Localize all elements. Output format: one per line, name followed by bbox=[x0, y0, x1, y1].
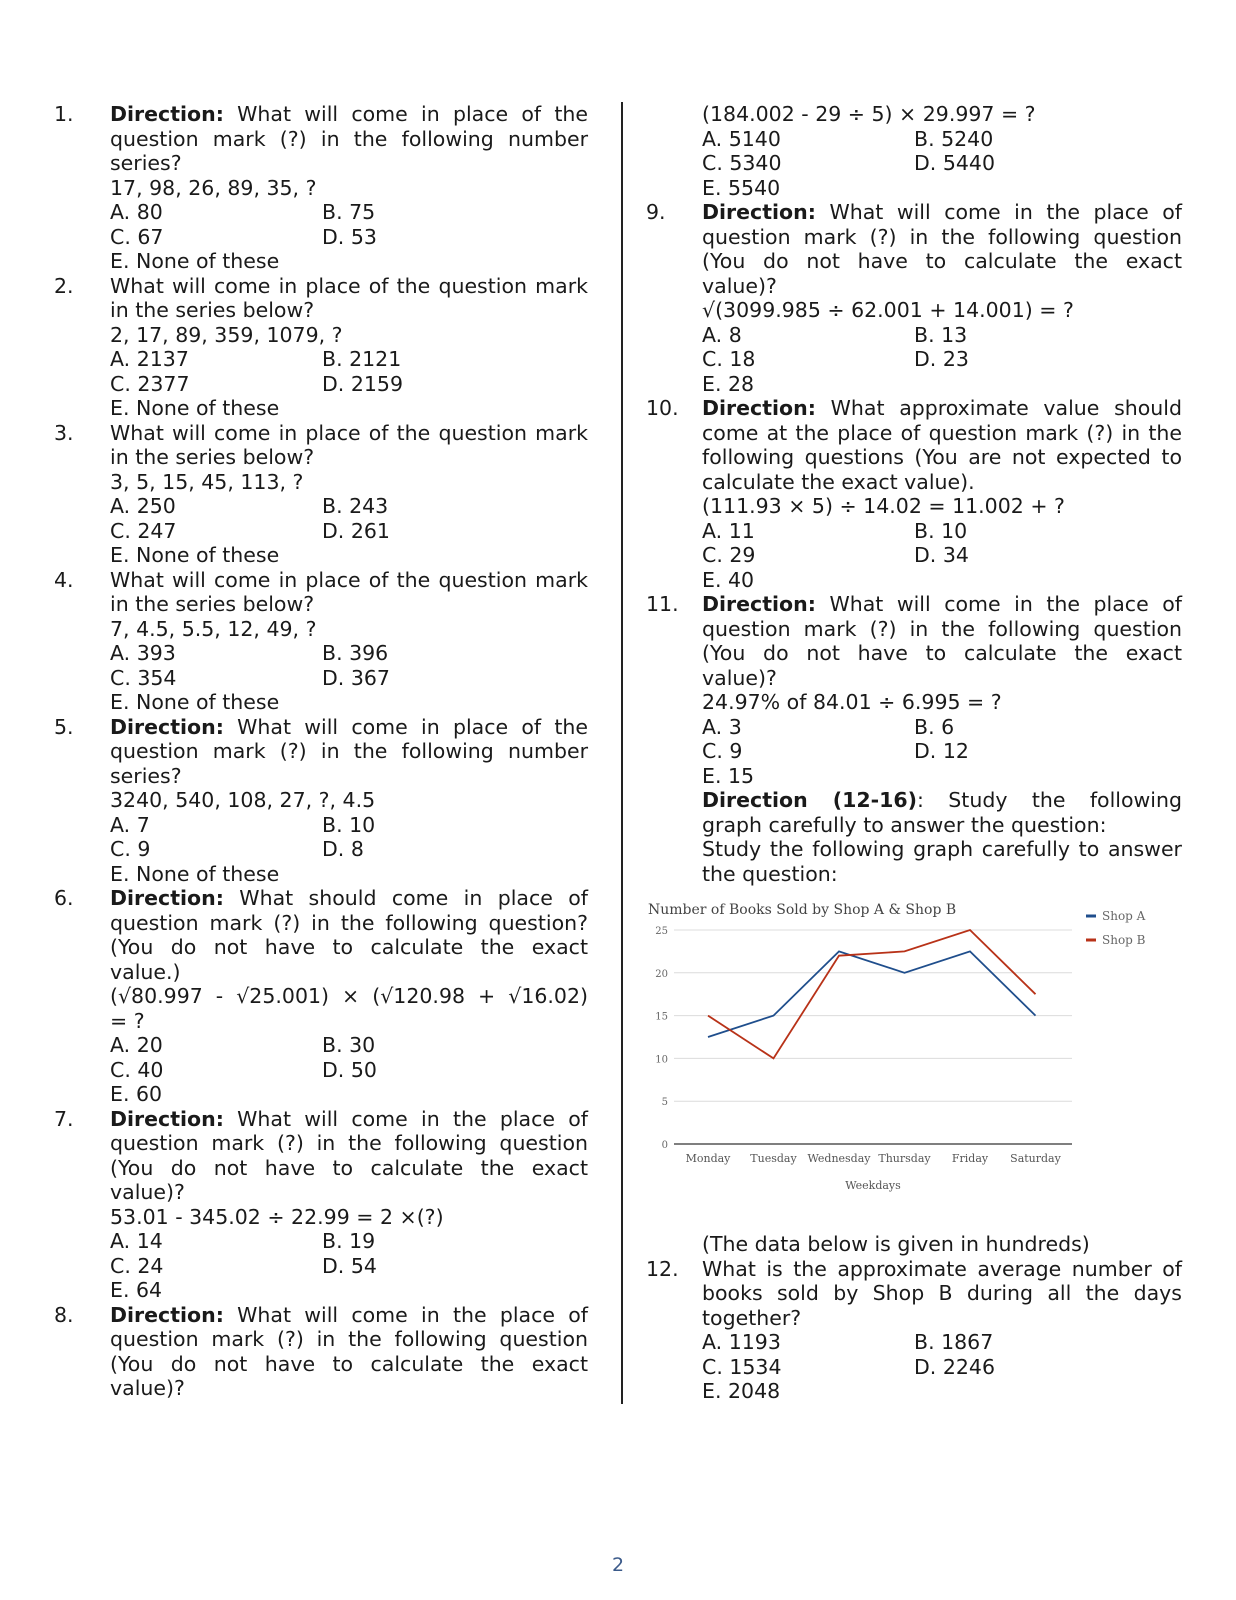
question-line bbox=[110, 1156, 588, 1181]
answer-option: E. None of these bbox=[110, 690, 280, 714]
line-text: 3240, 540, 108, 27, ?, 4.5 bbox=[110, 788, 376, 812]
answer-option: B. 19 bbox=[322, 1229, 376, 1253]
line-text: in the series below? bbox=[110, 445, 315, 469]
answer-option: A. 80 bbox=[110, 200, 163, 224]
question-line bbox=[702, 788, 1182, 813]
question-number: 7. bbox=[54, 1106, 74, 1131]
option-row bbox=[702, 127, 1182, 152]
line-text: the question: bbox=[702, 861, 838, 886]
answer-option: D. 12 bbox=[914, 739, 969, 763]
line-text: What will come in place of the question mark bbox=[110, 567, 588, 592]
answer-option: D. 5440 bbox=[914, 151, 995, 175]
answer-option: B. 1867 bbox=[914, 1330, 994, 1354]
chart-title: Number of Books Sold by Shop A & Shop B bbox=[648, 902, 957, 918]
question-number: 12. bbox=[646, 1256, 679, 1281]
option-row bbox=[110, 494, 588, 519]
option-row bbox=[702, 519, 1182, 544]
answer-option: C. 9 bbox=[702, 739, 743, 763]
question-block bbox=[642, 592, 1182, 788]
answer-option: A. 8 bbox=[702, 322, 742, 347]
line-text: 17, 98, 26, 89, 35, ? bbox=[110, 175, 317, 200]
question-block bbox=[50, 715, 588, 887]
answer-option: B. 396 bbox=[322, 641, 389, 665]
answer-option: B. 5240 bbox=[914, 126, 994, 151]
answer-option: E. 15 bbox=[702, 763, 755, 788]
line-text: in the series below? bbox=[110, 592, 315, 616]
question-line bbox=[110, 1009, 588, 1034]
question-block bbox=[642, 102, 1182, 200]
legend-label: Shop A bbox=[1102, 909, 1146, 923]
line-text: What will come in the place of bbox=[815, 592, 1182, 616]
question-line bbox=[110, 1352, 588, 1377]
line-text: What will come in the place of bbox=[223, 1106, 588, 1131]
answer-option: C. 9 bbox=[110, 837, 151, 861]
question-block bbox=[50, 421, 588, 568]
line-text: in the series below? bbox=[110, 298, 315, 322]
option-row bbox=[702, 739, 1182, 764]
question-line bbox=[110, 102, 588, 127]
line-text: 53.01 - 345.02 ÷ 22.99 = 2 ×(?) bbox=[110, 1204, 444, 1229]
answer-option: B. 13 bbox=[914, 322, 968, 347]
direction-label: Direction: bbox=[702, 396, 816, 420]
option-row bbox=[702, 323, 1182, 348]
question-block bbox=[642, 396, 1182, 592]
direction-label: Direction: bbox=[702, 200, 816, 224]
answer-option: D. 261 bbox=[322, 518, 390, 543]
question-line bbox=[702, 813, 1182, 838]
answer-option: D. 2159 bbox=[322, 371, 403, 396]
x-tick-label: Friday bbox=[951, 1152, 989, 1165]
line-text: : Study the following bbox=[917, 788, 1182, 812]
option-row bbox=[702, 347, 1182, 372]
y-tick-label: 20 bbox=[655, 968, 668, 980]
question-line bbox=[110, 151, 588, 176]
answer-option: C. 67 bbox=[110, 224, 164, 249]
question-number: 8. bbox=[54, 1302, 74, 1327]
option-row bbox=[110, 690, 588, 715]
option-row bbox=[702, 176, 1182, 201]
line-text: What should come in place of bbox=[223, 886, 588, 910]
answer-option: B. 2121 bbox=[322, 347, 402, 371]
question-number: 2. bbox=[54, 273, 74, 298]
answer-option: C. 354 bbox=[110, 665, 177, 690]
question-line bbox=[110, 1180, 588, 1205]
option-row bbox=[702, 764, 1182, 789]
option-row bbox=[110, 249, 588, 274]
x-tick-label: Thursday bbox=[878, 1152, 931, 1165]
question-line bbox=[110, 617, 588, 642]
answer-option: D. 54 bbox=[322, 1253, 377, 1278]
answer-option: E. 2048 bbox=[702, 1379, 781, 1403]
question-line bbox=[110, 592, 588, 617]
question-line bbox=[110, 886, 588, 911]
y-tick-label: 15 bbox=[655, 1011, 668, 1023]
option-row bbox=[702, 1355, 1182, 1380]
line-text: What will come in place of the bbox=[223, 714, 588, 739]
option-row bbox=[110, 372, 588, 397]
question-line bbox=[702, 837, 1182, 862]
answer-option: B. 10 bbox=[322, 812, 376, 837]
line-text: question mark (?) in the following question bbox=[702, 616, 1182, 641]
line-text: come at the place of question mark (?) in the bbox=[702, 420, 1182, 445]
option-row bbox=[110, 1033, 588, 1058]
question-number: 4. bbox=[54, 567, 74, 592]
direction-label: Direction: bbox=[110, 886, 224, 910]
y-tick-label: 5 bbox=[661, 1097, 668, 1109]
question-line bbox=[110, 1205, 588, 1230]
line-text: calculate the exact value). bbox=[702, 469, 975, 494]
series-line-shop-a bbox=[708, 951, 1036, 1037]
question-number: 5. bbox=[54, 714, 74, 739]
x-tick-label: Wednesday bbox=[807, 1152, 871, 1165]
answer-option: D. 23 bbox=[914, 347, 969, 371]
question-line bbox=[702, 617, 1182, 642]
direction-label: Direction: bbox=[110, 1106, 224, 1131]
line-text: What will come in place of the question mark bbox=[110, 273, 588, 298]
question-block bbox=[642, 788, 1182, 886]
option-row bbox=[110, 1058, 588, 1083]
line-text: together? bbox=[702, 1305, 802, 1330]
option-row bbox=[110, 1254, 588, 1279]
line-text: value)? bbox=[702, 665, 777, 690]
left-column bbox=[50, 102, 588, 1401]
question-line bbox=[110, 176, 588, 201]
answer-option: B. 75 bbox=[322, 200, 376, 224]
question-line bbox=[110, 911, 588, 936]
question-line bbox=[702, 1281, 1182, 1306]
answer-option: A. 393 bbox=[110, 641, 176, 665]
right-column bbox=[642, 102, 1182, 1404]
option-row bbox=[110, 225, 588, 250]
line-text: question mark (?) in the following number bbox=[110, 739, 588, 763]
answer-option: E. None of these bbox=[110, 249, 280, 273]
answer-option: A. 1193 bbox=[702, 1330, 781, 1354]
x-tick-label: Saturday bbox=[1010, 1152, 1061, 1165]
series-line-shop-b bbox=[708, 930, 1036, 1058]
line-text: books sold by Shop B during all the days bbox=[702, 1281, 1182, 1305]
option-row bbox=[702, 568, 1182, 593]
answer-option: E. 40 bbox=[702, 567, 755, 592]
answer-option: E. None of these bbox=[110, 396, 280, 420]
line-text: question mark (?) in the following question bbox=[110, 1131, 588, 1155]
question-line bbox=[702, 200, 1182, 225]
line-text: Study the following graph carefully to answer bbox=[702, 837, 1182, 861]
direction-label: Direction: bbox=[702, 592, 816, 616]
direction-label: Direction: bbox=[110, 1302, 224, 1327]
line-text: following questions (You are not expected to bbox=[702, 445, 1182, 469]
question-block bbox=[50, 274, 588, 421]
option-row bbox=[702, 372, 1182, 397]
line-text: (111.93 × 5) ÷ 14.02 = 11.002 + ? bbox=[702, 494, 1065, 518]
question-block bbox=[50, 886, 588, 1107]
line-text: (You do not have to calculate the exact bbox=[702, 641, 1182, 665]
option-row bbox=[702, 151, 1182, 176]
legend-label: Shop B bbox=[1102, 933, 1146, 947]
option-row bbox=[110, 1082, 588, 1107]
answer-option: A. 250 bbox=[110, 494, 176, 518]
answer-option: D. 34 bbox=[914, 543, 969, 567]
question-number: 9. bbox=[646, 200, 666, 224]
answer-option: C. 5340 bbox=[702, 151, 782, 175]
answer-option: C. 40 bbox=[110, 1057, 164, 1082]
question-line bbox=[702, 225, 1182, 250]
question-block bbox=[50, 102, 588, 274]
option-row bbox=[110, 813, 588, 838]
question-line bbox=[702, 102, 1182, 127]
line-text: graph carefully to answer the question: bbox=[702, 812, 1107, 837]
question-line bbox=[702, 641, 1182, 666]
question-line bbox=[110, 1376, 588, 1401]
question-number: 3. bbox=[54, 420, 74, 445]
answer-option: D. 8 bbox=[322, 837, 364, 861]
line-text: 2, 17, 89, 359, 1079, ? bbox=[110, 322, 343, 347]
answer-option: A. 14 bbox=[110, 1229, 163, 1253]
question-block bbox=[50, 1107, 588, 1303]
x-tick-label: Monday bbox=[685, 1152, 731, 1165]
question-line bbox=[702, 396, 1182, 421]
answer-option: A. 2137 bbox=[110, 347, 189, 371]
option-row bbox=[110, 1278, 588, 1303]
line-text: (You do not have to calculate the exact bbox=[702, 249, 1182, 273]
line-text: 3, 5, 15, 45, 113, ? bbox=[110, 469, 304, 494]
line-text: value)? bbox=[702, 273, 777, 298]
page-number: 2 bbox=[611, 1554, 625, 1576]
option-row bbox=[702, 1330, 1182, 1355]
answer-option: B. 30 bbox=[322, 1033, 376, 1057]
question-block bbox=[50, 568, 588, 715]
x-axis-label: Weekdays bbox=[845, 1179, 901, 1192]
question-line bbox=[702, 298, 1182, 323]
line-text: 7, 4.5, 5.5, 12, 49, ? bbox=[110, 616, 317, 641]
line-chart bbox=[644, 886, 1182, 1232]
option-row bbox=[110, 641, 588, 666]
question-block bbox=[50, 1303, 588, 1401]
answer-option: A. 3 bbox=[702, 714, 742, 739]
answer-option: A. 7 bbox=[110, 812, 150, 837]
question-line bbox=[110, 739, 588, 764]
y-tick-label: 10 bbox=[655, 1054, 668, 1066]
line-text: What will come in place of the question mark bbox=[110, 420, 588, 445]
question-line bbox=[702, 470, 1182, 495]
line-text: value)? bbox=[110, 1180, 185, 1204]
question-line bbox=[110, 788, 588, 813]
answer-option: D. 50 bbox=[322, 1057, 377, 1082]
answer-option: C. 18 bbox=[702, 347, 756, 371]
line-text: value)? bbox=[110, 1376, 185, 1400]
answer-option: E. 60 bbox=[110, 1082, 163, 1106]
line-text: series? bbox=[110, 151, 182, 175]
question-line bbox=[110, 1131, 588, 1156]
answer-option: B. 10 bbox=[914, 518, 968, 543]
line-text: (You do not have to calculate the exact bbox=[110, 935, 588, 959]
question-line bbox=[110, 470, 588, 495]
x-tick-label: Tuesday bbox=[750, 1152, 797, 1165]
answer-option: E. 28 bbox=[702, 371, 755, 396]
option-row bbox=[110, 862, 588, 887]
option-row bbox=[702, 715, 1182, 740]
answer-option: A. 5140 bbox=[702, 126, 781, 151]
option-row bbox=[110, 1229, 588, 1254]
line-text: (184.002 - 29 ÷ 5) × 29.997 = ? bbox=[702, 102, 1036, 126]
question-line bbox=[110, 935, 588, 960]
question-line bbox=[702, 592, 1182, 617]
data-note: (The data below is given in hundreds) bbox=[702, 1232, 1090, 1256]
question-block bbox=[642, 200, 1182, 396]
answer-option: C. 24 bbox=[110, 1253, 164, 1278]
question-line bbox=[702, 1257, 1182, 1282]
line-text: (You do not have to calculate the exact bbox=[110, 1351, 588, 1376]
option-row bbox=[702, 1379, 1182, 1404]
answer-option: C. 247 bbox=[110, 518, 177, 543]
question-line bbox=[110, 323, 588, 348]
direction-label: Direction: bbox=[110, 102, 224, 126]
question-line bbox=[110, 127, 588, 152]
line-text: (√80.997 - √25.001) × (√120.98 + √16.02) bbox=[110, 984, 588, 1008]
line-text: (You do not have to calculate the exact bbox=[110, 1155, 588, 1180]
y-tick-label: 0 bbox=[661, 1140, 668, 1151]
question-line bbox=[110, 764, 588, 789]
question-line bbox=[110, 1107, 588, 1132]
question-line bbox=[702, 274, 1182, 299]
line-text: question mark (?) in the following question bbox=[110, 1327, 588, 1351]
option-row bbox=[110, 519, 588, 544]
answer-option: E. None of these bbox=[110, 543, 280, 567]
option-row bbox=[110, 347, 588, 372]
question-line bbox=[110, 715, 588, 740]
question-line bbox=[110, 1327, 588, 1352]
line-text: question mark (?) in the following question bbox=[702, 224, 1182, 249]
answer-option: D. 53 bbox=[322, 224, 377, 249]
answer-option: E. None of these bbox=[110, 861, 280, 886]
answer-option: D. 367 bbox=[322, 665, 390, 690]
line-text: value.) bbox=[110, 959, 181, 984]
answer-option: C. 29 bbox=[702, 543, 756, 567]
question-line bbox=[702, 421, 1182, 446]
line-text: = ? bbox=[110, 1008, 145, 1033]
line-text: What is the approximate average number of bbox=[702, 1256, 1182, 1281]
question-line bbox=[702, 666, 1182, 691]
line-text: What approximate value should bbox=[815, 396, 1182, 420]
answer-option: C. 2377 bbox=[110, 371, 190, 396]
question-line bbox=[110, 1303, 588, 1328]
question-line bbox=[702, 1306, 1182, 1331]
question-line bbox=[110, 445, 588, 470]
question-line bbox=[702, 445, 1182, 470]
option-row bbox=[110, 200, 588, 225]
question-line bbox=[110, 568, 588, 593]
question-number: 6. bbox=[54, 886, 74, 910]
question-number: 11. bbox=[646, 592, 679, 616]
answer-option: A. 20 bbox=[110, 1033, 163, 1057]
line-text: series? bbox=[110, 763, 182, 788]
line-text: What will come in the place of bbox=[815, 200, 1182, 224]
question-line bbox=[702, 249, 1182, 274]
line-text: 24.97% of 84.01 ÷ 6.995 = ? bbox=[702, 690, 1002, 714]
direction-label: Direction (12-16) bbox=[702, 788, 917, 812]
option-row bbox=[110, 396, 588, 421]
line-text: question mark (?) in the following number bbox=[110, 126, 588, 151]
question-block bbox=[642, 1257, 1182, 1404]
question-line bbox=[702, 690, 1182, 715]
y-tick-label: 25 bbox=[655, 926, 668, 937]
line-text: What will come in place of the bbox=[223, 102, 588, 126]
chart-svg bbox=[644, 886, 1180, 1232]
option-row bbox=[110, 543, 588, 568]
option-row bbox=[110, 837, 588, 862]
line-text: What will come in the place of bbox=[223, 1302, 588, 1327]
line-text: √(3099.985 ÷ 62.001 + 14.001) = ? bbox=[702, 298, 1074, 322]
question-number: 1. bbox=[54, 102, 74, 126]
answer-option: B. 243 bbox=[322, 494, 389, 518]
line-text: question mark (?) in the following question? bbox=[110, 910, 588, 935]
question-line bbox=[702, 862, 1182, 887]
question-number: 10. bbox=[646, 396, 679, 420]
answer-option: E. 64 bbox=[110, 1278, 163, 1302]
question-line bbox=[110, 274, 588, 299]
answer-option: A. 11 bbox=[702, 518, 755, 543]
question-line bbox=[702, 494, 1182, 519]
answer-option: C. 1534 bbox=[702, 1354, 782, 1379]
question-line bbox=[110, 421, 588, 446]
question-line bbox=[110, 298, 588, 323]
question-line bbox=[110, 984, 588, 1009]
answer-option: B. 6 bbox=[914, 714, 955, 739]
direction-label: Direction: bbox=[110, 714, 224, 739]
column-divider bbox=[621, 102, 623, 1404]
option-row bbox=[702, 543, 1182, 568]
question-line bbox=[110, 960, 588, 985]
option-row bbox=[110, 666, 588, 691]
answer-option: E. 5540 bbox=[702, 175, 781, 200]
answer-option: D. 2246 bbox=[914, 1354, 995, 1379]
